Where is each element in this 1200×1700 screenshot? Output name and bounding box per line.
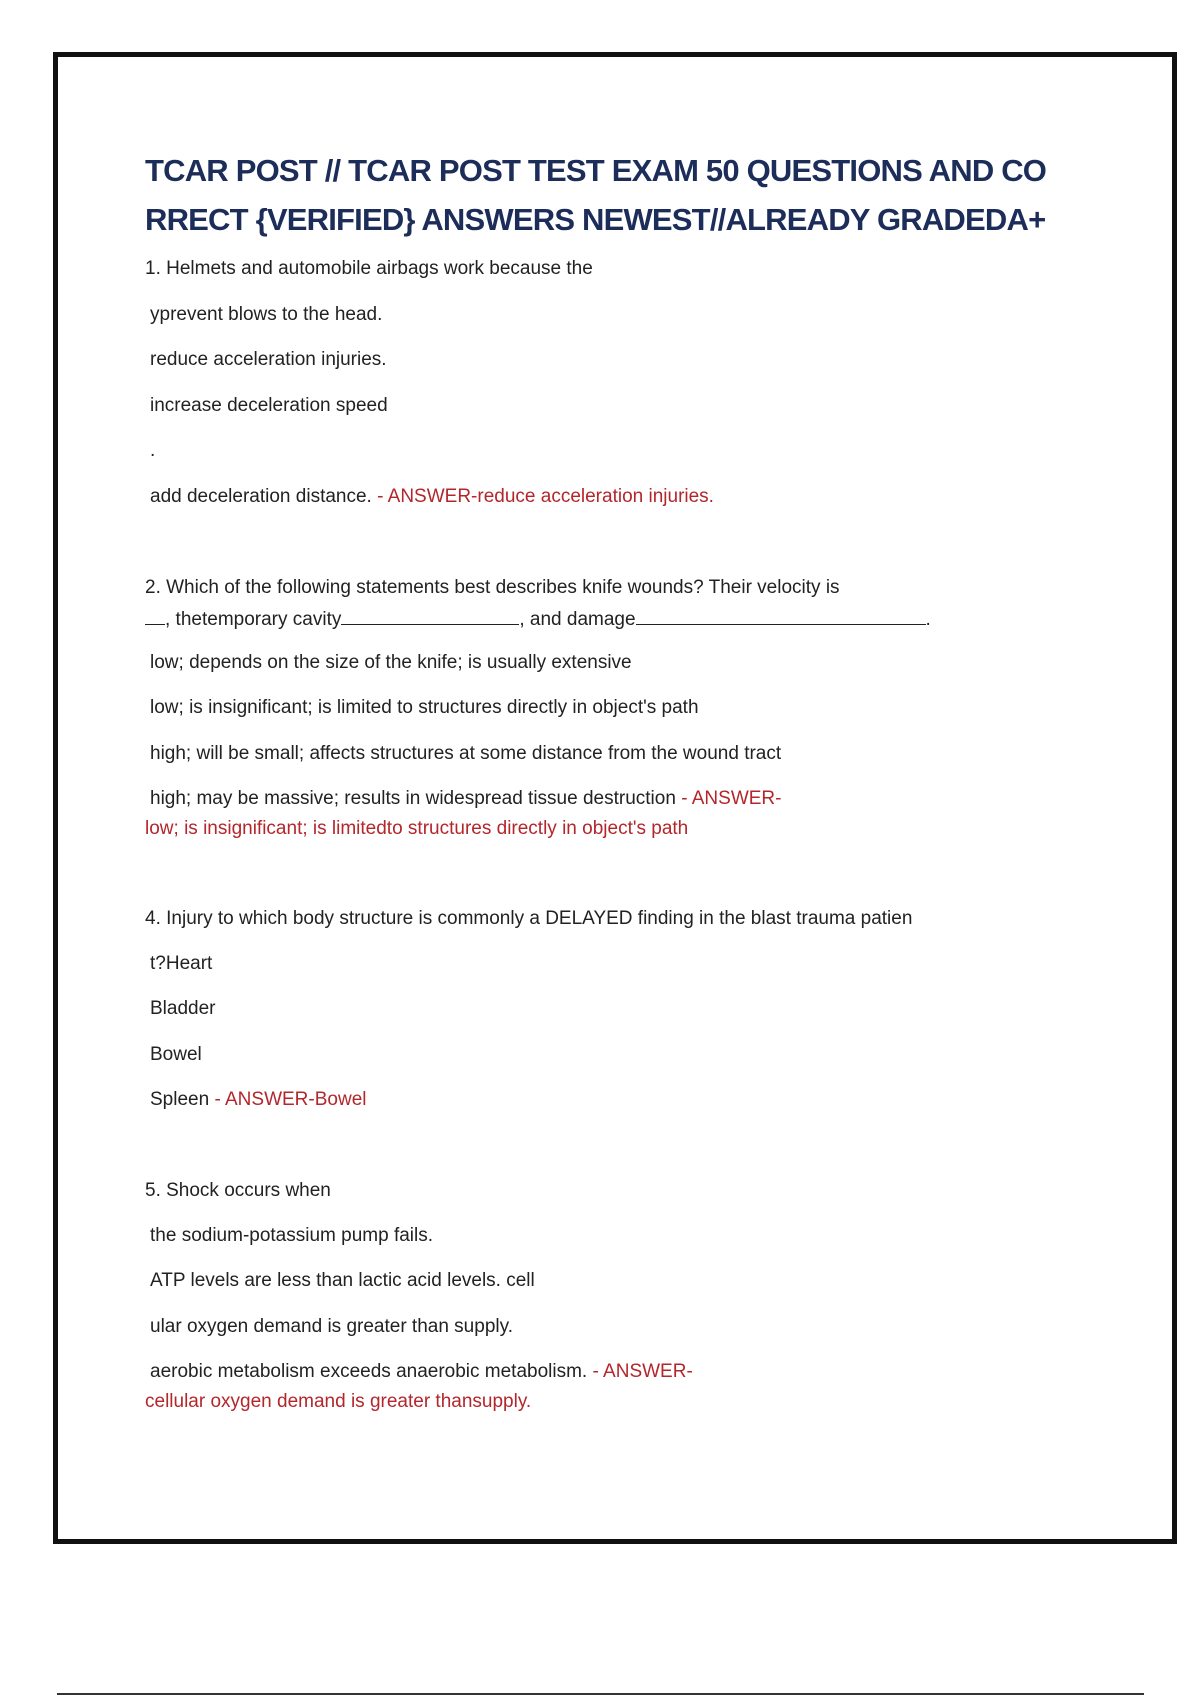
answer-blank xyxy=(341,606,519,625)
question-2-option-4-row xyxy=(150,788,781,810)
question-4-option-4: Spleen xyxy=(150,1089,210,1110)
question-2-answer-prefix: - ANSWER- xyxy=(675,788,782,809)
question-4-option-2: Bladder xyxy=(150,998,216,1019)
question-1-option-4-row xyxy=(150,486,714,508)
question-1-answer: reduce acceleration injuries. xyxy=(477,486,714,507)
question-2-option-4: high; may be massive; results in widespread tissue destruction xyxy=(150,788,676,809)
question-5-option-2: ATP levels are less than lactic acid levels. cell xyxy=(150,1270,535,1291)
question-2-stem: 2. Which of the following statements best describes knife wounds? Their velocity is xyxy=(145,577,840,598)
question-2-stem-line-2 xyxy=(145,606,931,631)
footer-divider xyxy=(57,1693,1144,1695)
question-4-option-3: Bowel xyxy=(150,1044,202,1065)
question-5-answer: cellular oxygen demand is greater thansupply. xyxy=(145,1391,532,1412)
question-2-answer: low; is insignificant; is limitedto structures directly in object's path xyxy=(145,818,689,839)
question-4-option-1: t?Heart xyxy=(150,953,213,974)
question-5-option-1: the sodium-potassium pump fails. xyxy=(150,1225,434,1246)
question-1-option-1: yprevent blows to the head. xyxy=(150,304,383,325)
question-4-answer: Bowel xyxy=(314,1089,367,1110)
answer-blank xyxy=(145,606,165,625)
question-1-option-3-tail: . xyxy=(150,440,156,461)
question-5-option-4: aerobic metabolism exceeds anaerobic metabolism. xyxy=(150,1361,588,1382)
document-title: TCAR POST // TCAR POST TEST EXAM 50 QUESTIONS AND CO RRECT {VERIFIED} ANSWERS NEWEST//ALREADY GRADEDA+ xyxy=(145,153,1047,237)
question-4-stem: 4. Injury to which body structure is commonly a DELAYED finding in the blast trauma patien xyxy=(145,908,913,929)
question-1-answer-prefix: - ANSWER- xyxy=(371,486,478,507)
question-5-option-3: ular oxygen demand is greater than supply. xyxy=(150,1316,513,1337)
question-5-answer-prefix: - ANSWER- xyxy=(587,1361,693,1382)
question-2-option-1: low; depends on the size of the knife; is usually extensive xyxy=(150,652,632,673)
question-2-stem-part-c: . xyxy=(925,609,931,630)
question-5-stem: 5. Shock occurs when xyxy=(145,1180,331,1201)
question-2-option-3: high; will be small; affects structures at some distance from the wound tract xyxy=(150,743,782,764)
question-1-option-3: increase deceleration speed xyxy=(150,395,388,416)
question-2-stem-part-a: , thetemporary cavity xyxy=(165,609,342,630)
question-1-option-2: reduce acceleration injuries. xyxy=(150,349,387,370)
answer-blank xyxy=(636,606,926,625)
question-5-option-4-row xyxy=(150,1361,693,1383)
question-1-stem: 1. Helmets and automobile airbags work because the xyxy=(145,258,593,279)
question-1-option-4: add deceleration distance. xyxy=(150,486,372,507)
question-2-stem-part-b: , and damage xyxy=(519,609,636,630)
question-4-answer-prefix: - ANSWER- xyxy=(209,1089,315,1110)
question-4-option-4-row xyxy=(150,1089,366,1111)
question-2-option-2: low; is insignificant; is limited to structures directly in object's path xyxy=(150,697,699,718)
